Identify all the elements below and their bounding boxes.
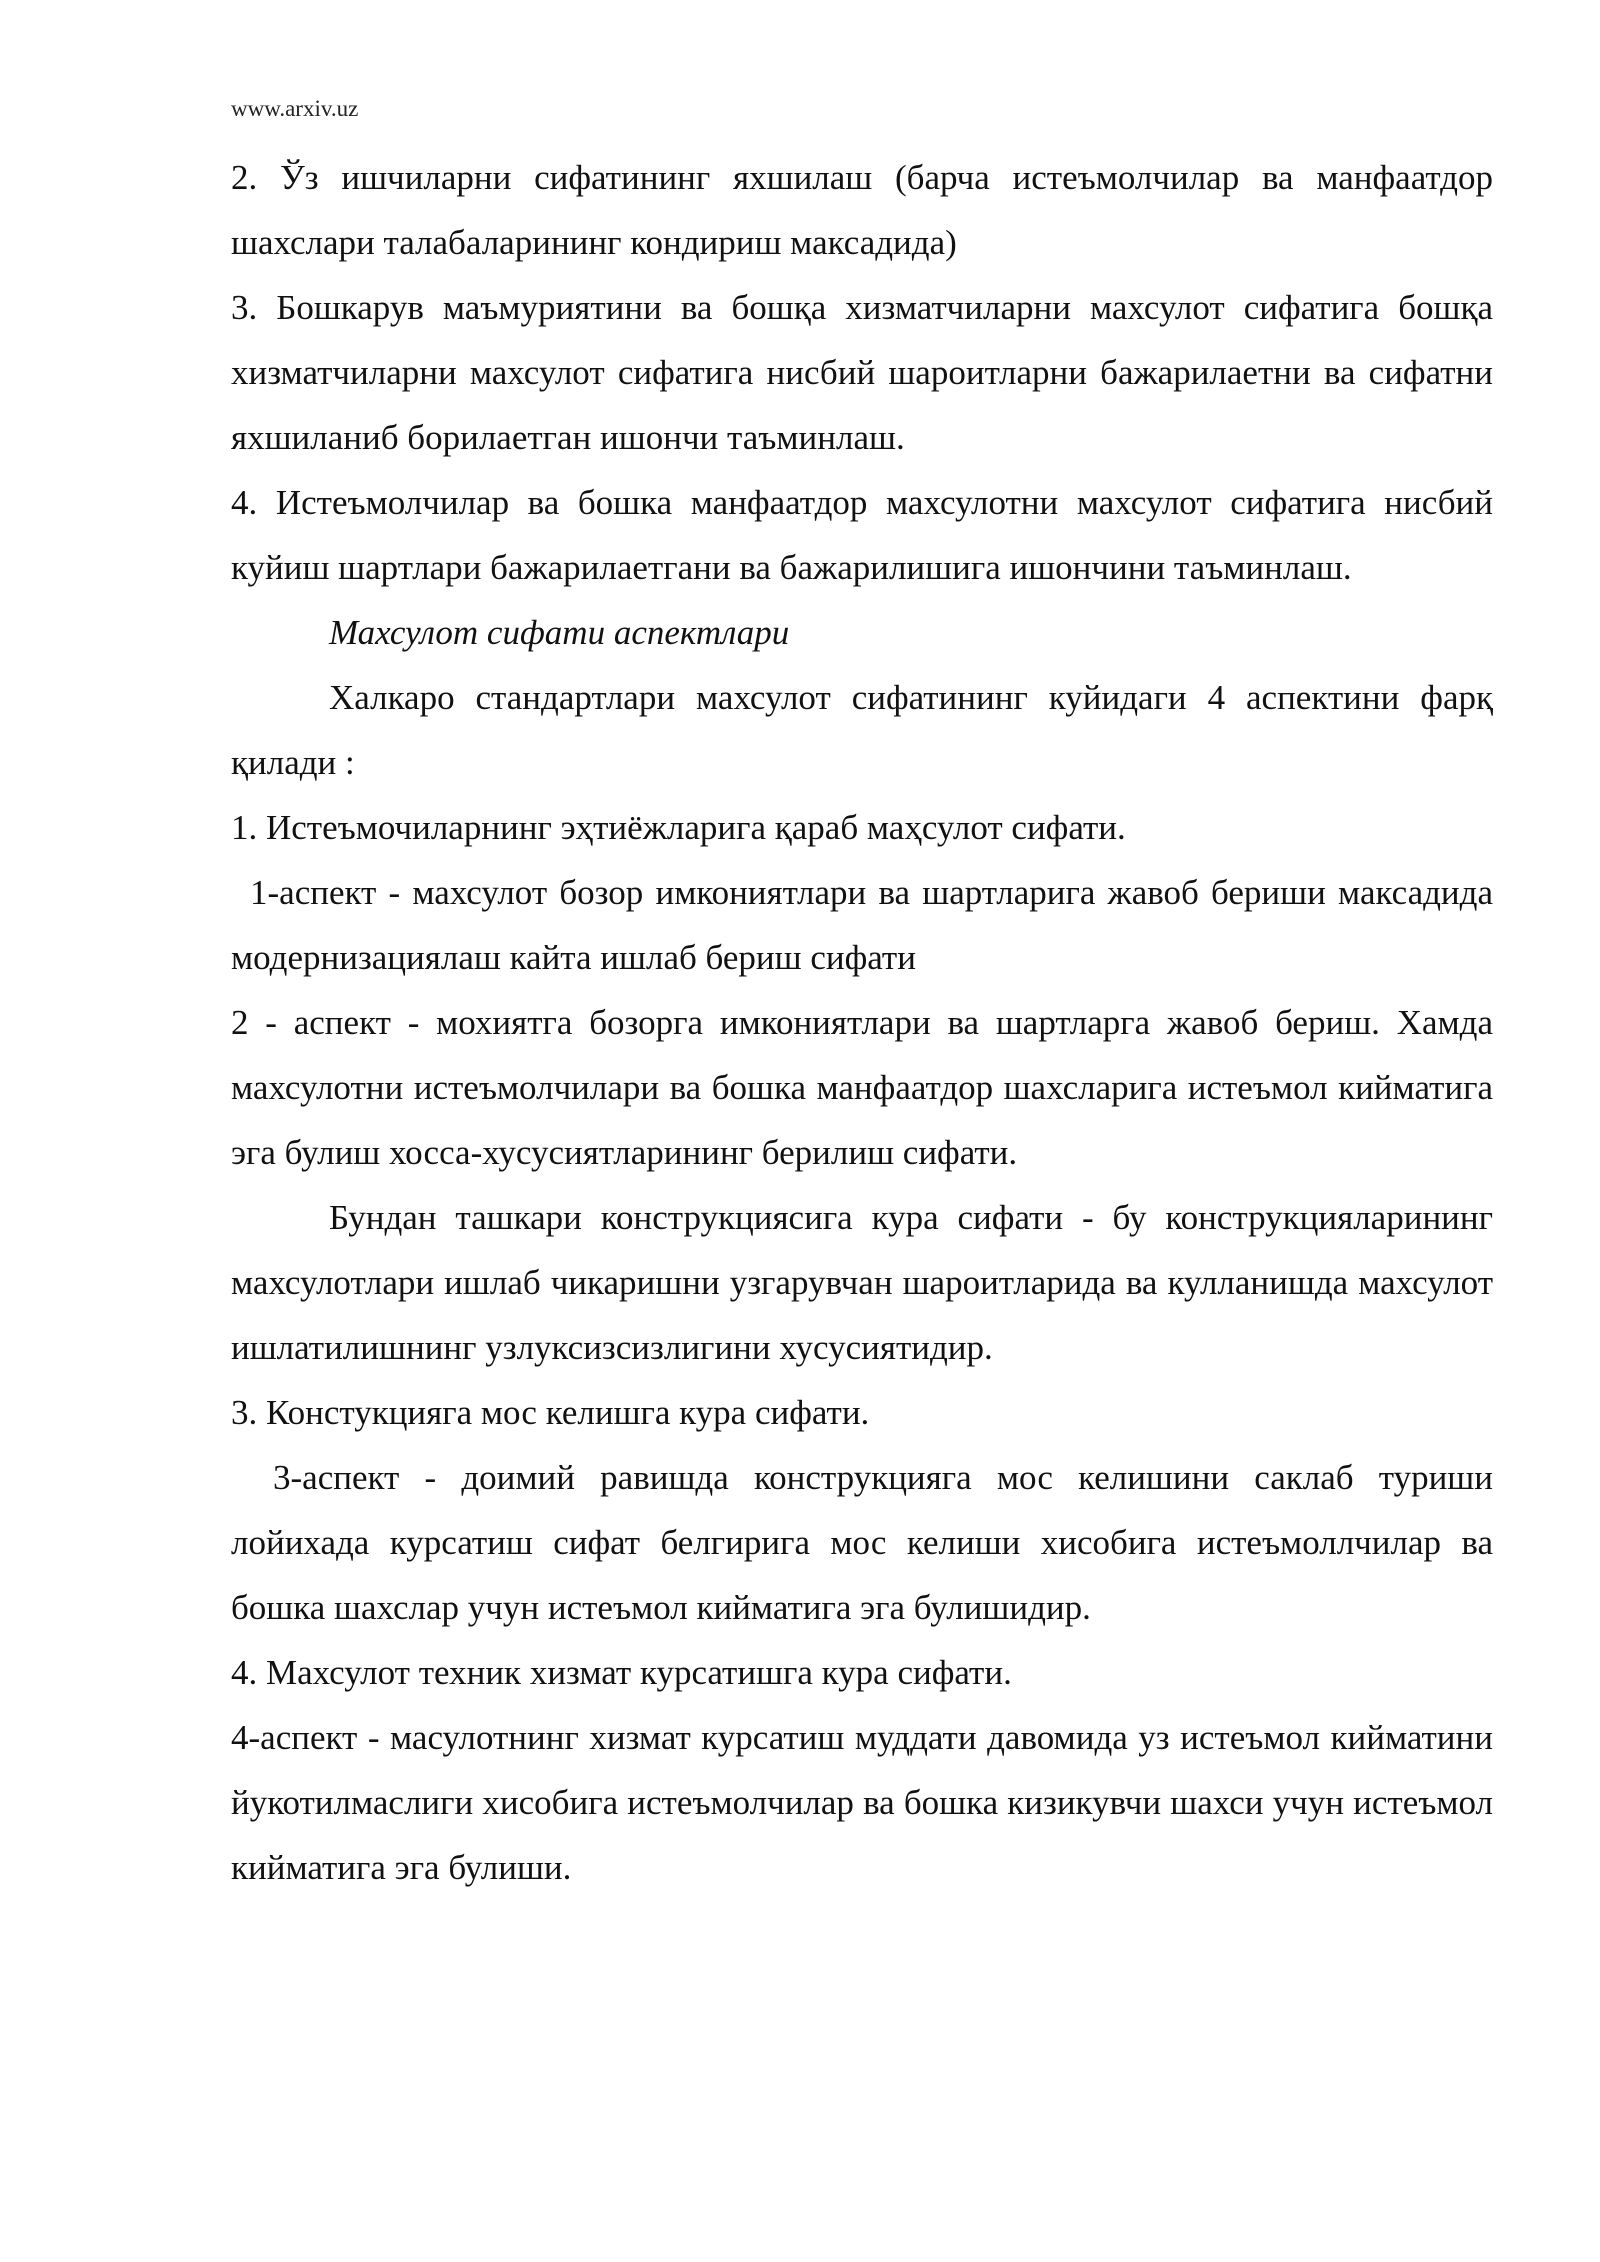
aspect-4-description: 4-аспект - масулотнинг хизмат курсатиш муддати давомида уз истеъмол кийматини йукотилмаслиги хисобига истеъмолчилар ва бошка кизикувчи шахси учун истеъмол кийматига эга булиши. — [231, 1718, 1493, 1887]
section-heading: Махсулот сифати аспектлари — [329, 613, 790, 652]
aspect-2-description: 2 - аспект - мохиятга бозорга имкониятлари ва шартларга жавоб бериш. Хамда махсулотни истеъмолчилари ва бошка манфаатдор шахсларига истеъмол кийматига эга булиш хосса-хусусиятларининг берилиш сифати. — [231, 1003, 1493, 1172]
construction-quality-paragraph: Бундан ташкари конструкциясига кура сифати - бу конструкцияларининг махсулотлари ишлаб чикаришни узгарувчан шароитларида ва кулланишда махсулот ишлатилишнинг узлуксизсизлигини хусусиятидир. — [231, 1198, 1493, 1367]
paragraph-item-2: 2. Ўз ишчиларни сифатининг яхшилаш (барча истеъмолчилар ва манфаатдор шахслари талабаларининг кондириш максадида) — [231, 158, 1493, 262]
aspect-3-title: 3. Констукцияга мос келишга кура сифати. — [231, 1393, 870, 1432]
aspect-1-title: 1. Истеъмочиларнинг эҳтиёжларига қараб маҳсулот сифати. — [231, 808, 1126, 847]
intro-paragraph: Халкаро стандартлари махсулот сифатининг куйидаги 4 аспектини фарқ қилади : — [231, 678, 1493, 782]
site-url-header: www.arxiv.uz — [231, 96, 359, 121]
paragraph-item-3: 3. Бошкарув маъмуриятини ва бошқа хизматчиларни махсулот сифатига бошқа хизматчиларни махсулот сифатига нисбий шароитларни бажарилаетни ва сифатни яхшиланиб борилаетган ишончи таъминлаш. — [231, 288, 1493, 457]
aspect-3-description: 3-аспект - доимий равишда конструкцияга мос келишини саклаб туриши лойихада курсатиш сифат белгирига мос келиши хисобига истеъмоллчилар ва бошка шахслар учун истеъмол кийматига эга булишидир. — [231, 1458, 1493, 1627]
aspect-4-title: 4. Махсулот техник хизмат курсатишга кура сифати. — [231, 1653, 1012, 1692]
paragraph-item-4: 4. Истеъмолчилар ва бошка манфаатдор махсулотни махсулот сифатига нисбий куйиш шартлари бажарилаетгани ва бажарилишига ишончини таъминлаш. — [231, 483, 1493, 587]
aspect-1-description: 1-аспект - махсулот бозор имкониятлари ва шартларига жавоб бериши максадида модернизациялаш кайта ишлаб бериш сифати — [231, 873, 1493, 977]
document-body — [231, 145, 1493, 1900]
